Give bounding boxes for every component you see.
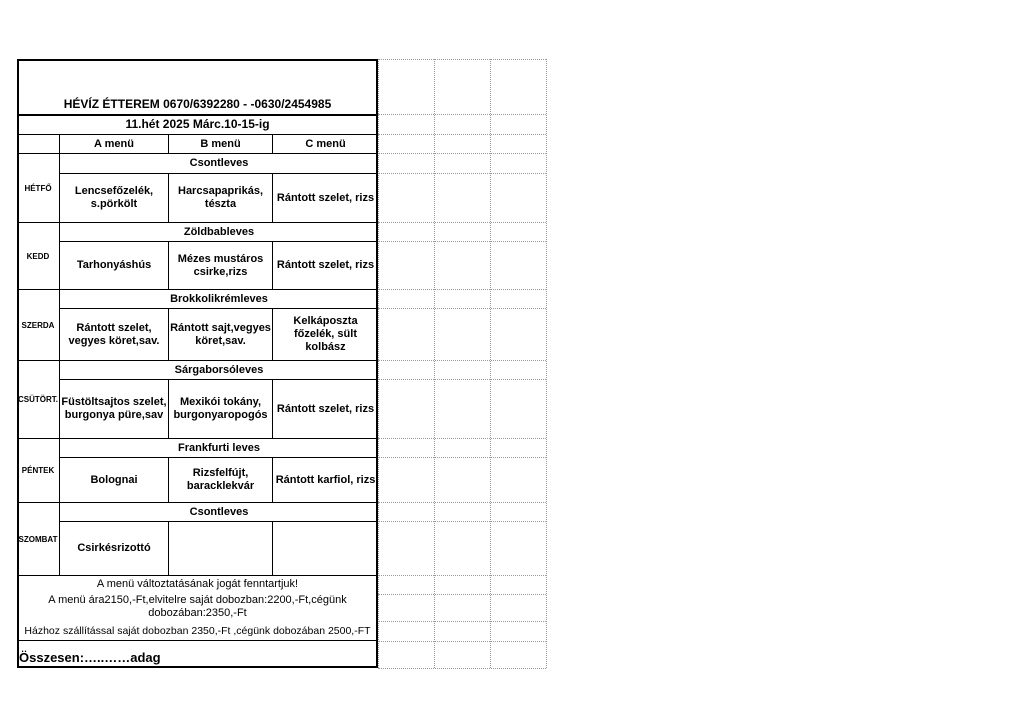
day-label-saturday: SZOMBAT: [18, 534, 58, 544]
day-label-friday: PÉNTEK: [21, 466, 55, 475]
day-label-monday: HÉTFŐ: [24, 183, 52, 193]
dish-b-tuesday: Mézes mustáros csirke,rizs: [177, 252, 264, 278]
soup-tuesday: Zöldbableves: [183, 225, 255, 238]
restaurant-title: HÉVÍZ ÉTTEREM 0670/6392280 - -0630/2454985: [63, 96, 332, 111]
dish-a-friday: Bolognai: [90, 473, 138, 486]
soup-friday: Frankfurti leves: [178, 441, 260, 454]
soup-saturday: Csontleves: [189, 505, 249, 518]
dish-a-saturday: Csirkésrizottó: [77, 542, 151, 554]
soup-wednesday: Brokkolikrémleves: [170, 292, 268, 305]
soup-thursday: Sárgaborsóleves: [174, 363, 264, 376]
day-label-tuesday: KEDD: [26, 251, 50, 261]
dish-b-thursday: Mexikói tokány, burgonyaropogós: [173, 396, 268, 421]
column-header-b: B menü: [200, 137, 241, 150]
dish-b-wednesday: Rántott sajt,vegyes köret,sav.: [170, 321, 271, 347]
delivery-info: Házhoz szállítással saját dobozban 2350,-Ft ,cégünk dobozában 2500,-FT: [24, 624, 371, 637]
dish-c-wednesday: Kelkáposzta főzelék, sült kolbász: [293, 315, 358, 353]
dish-b-friday: Rizsfelfújt, baracklekvár: [186, 467, 255, 492]
dish-a-thursday: Füstöltsajtos szelet, burgonya püre,sav: [61, 396, 167, 421]
dish-a-monday: Lencsefőzelék, s.pörkölt: [74, 185, 154, 210]
dish-b-saturday: [169, 522, 272, 575]
dish-c-tuesday: Rántott szelet, rizs: [276, 259, 375, 271]
dish-c-friday: Rántott karfiol, rizs: [275, 473, 376, 486]
day-label-thursday: CSÜTÖRT.: [18, 395, 58, 404]
dish-b-monday: Harcsapaprikás, tészta: [178, 185, 263, 210]
dish-a-tuesday: Tarhonyáshús: [76, 259, 152, 271]
total-portions: Összesen:…..……adag: [19, 649, 161, 665]
dish-c-saturday: [273, 522, 378, 575]
price-info: A menü ára2150,-Ft,elvitelre saját dobozban:2200,-Ft,cégünk dobozában:2350,-Ft: [48, 593, 347, 619]
soup-monday: Csontleves: [189, 157, 249, 169]
week-label: 11.hét 2025 Márc.10-15-ig: [125, 117, 270, 131]
change-note: A menü változtatásának jogát fenntartjuk!: [96, 577, 299, 590]
column-header-c: C menü: [305, 137, 346, 150]
day-label-wednesday: SZERDA: [21, 320, 55, 330]
column-header-a: A menü: [94, 137, 134, 150]
dish-a-wednesday: Rántott szelet, vegyes köret,sav.: [68, 321, 160, 347]
dish-c-monday: Rántott szelet, rizs: [276, 191, 375, 204]
dish-c-thursday: Rántott szelet, rizs: [276, 402, 375, 415]
